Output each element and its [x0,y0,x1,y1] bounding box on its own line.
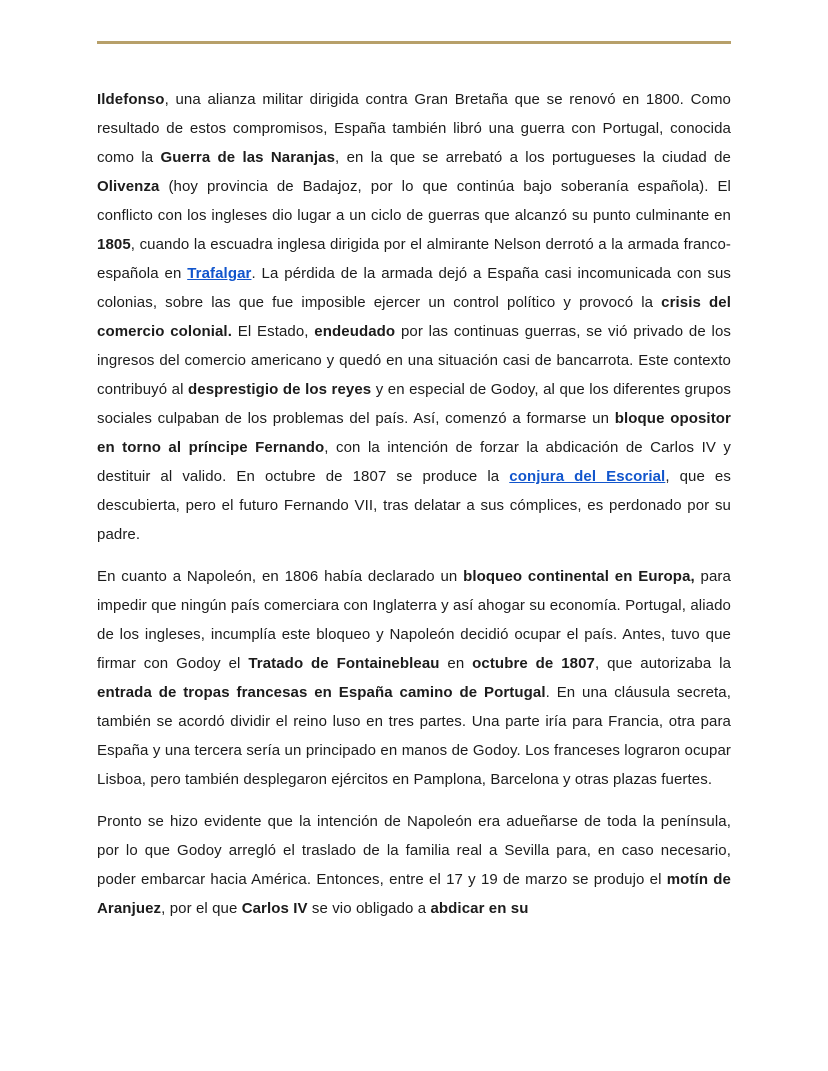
document-body [97,85,731,923]
text-run: abdicar en su [430,900,529,917]
paragraph-1 [97,85,731,549]
text-run: crisis del comercio colonial. [97,294,731,340]
link-trafalgar[interactable]: Trafalgar [187,265,252,282]
text-run: , que autorizaba la [594,655,732,672]
text-run: Olivenza [97,178,160,195]
text-run: , una alianza militar dirigida contra Gran Bretaña que se renovó en 1800. Como resultado de estos compromisos, España también libró una guerra con Portugal, conocida como la [97,91,731,166]
text-run: (hoy provincia de Badajoz, por lo que continúa bajo soberanía española). El conflicto con los ingleses dio lugar a un ciclo de guerras que alcanzó su punto culminante en [97,178,731,224]
text-run: para impedir que ningún país comerciara con Inglaterra y así ahogar su economía. Portugal, aliado de los ingleses, incumplía este bloqueo y Napoleón decidió ocupar el país. Antes, tuvo que firmar con Godoy el [97,568,731,672]
paragraph-3 [97,807,731,923]
text-run: . En una cláusula secreta, también se acordó dividir el reino luso en tres partes. Una parte iría para Francia, otra para España y una tercera sería un principado en manos de Godoy. Los franceses lograron ocupar Lisboa, pero también desplegaron ejércitos en Pamplona, Barcelona y otras plazas fuertes. [97,684,731,788]
header-rule [97,41,731,44]
text-run: Ildefonso [97,91,165,108]
text-run: Pronto se hizo evidente que la intención de Napoleón era adueñarse de toda la península, por lo que Godoy arregló el traslado de la familia real a Sevilla para, en caso necesario, poder embarcar hacia América. Entonces, entre el 17 y 19 de marzo se produjo el [97,813,731,888]
text-run: octubre de 1807 [472,655,595,672]
paragraph-2 [97,562,731,794]
text-run: endeudado [314,323,396,340]
text-run: El Estado, [231,323,315,340]
text-run: por las continuas guerras, se vió privado de los ingresos del comercio americano y quedó en una situación casi de bancarrota. Este contexto contribuyó al [97,323,731,398]
text-run: motín de Aranjuez [97,871,731,917]
text-run: , en la que se arrebató a los portugueses la ciudad de [335,149,731,166]
text-run: y en especial de Godoy, al que los diferentes grupos sociales culpaban de los problemas del país. Así, comenzó a formarse un [97,381,731,427]
text-run: desprestigio de los reyes [188,381,372,398]
text-run: en [439,655,473,672]
text-run: , cuando la escuadra inglesa dirigida por el almirante Nelson derrotó a la armada franco-española en [97,236,731,282]
text-run: , por el que [161,900,242,917]
text-run: . La pérdida de la armada dejó a España casi incomunicada con sus colonias, sobre las que fue imposible ejercer un control político y provocó la [97,265,731,311]
text-run: se vio obligado a [307,900,431,917]
text-run: bloque opositor en torno al príncipe Fernando [97,410,731,456]
text-run: bloqueo continental en Europa, [463,568,695,585]
text-run: Guerra de las Naranjas [160,149,336,166]
text-run: entrada de tropas francesas en España camino de Portugal [97,684,546,701]
text-run: En cuanto a Napoleón, en 1806 había declarado un [97,568,464,585]
text-run: Tratado de Fontainebleau [248,655,440,672]
text-run: , con la intención de forzar la abdicación de Carlos IV y destituir al valido. En octubre de 1807 se produce la [97,439,731,485]
text-run: Carlos IV [241,900,308,917]
text-run: 1805 [97,236,131,253]
text-run: , que es descubierta, pero el futuro Fernando VII, tras delatar a sus cómplices, es perdonado por su padre. [97,468,731,543]
link-conjura-del-escorial[interactable]: conjura del Escorial [509,468,666,485]
